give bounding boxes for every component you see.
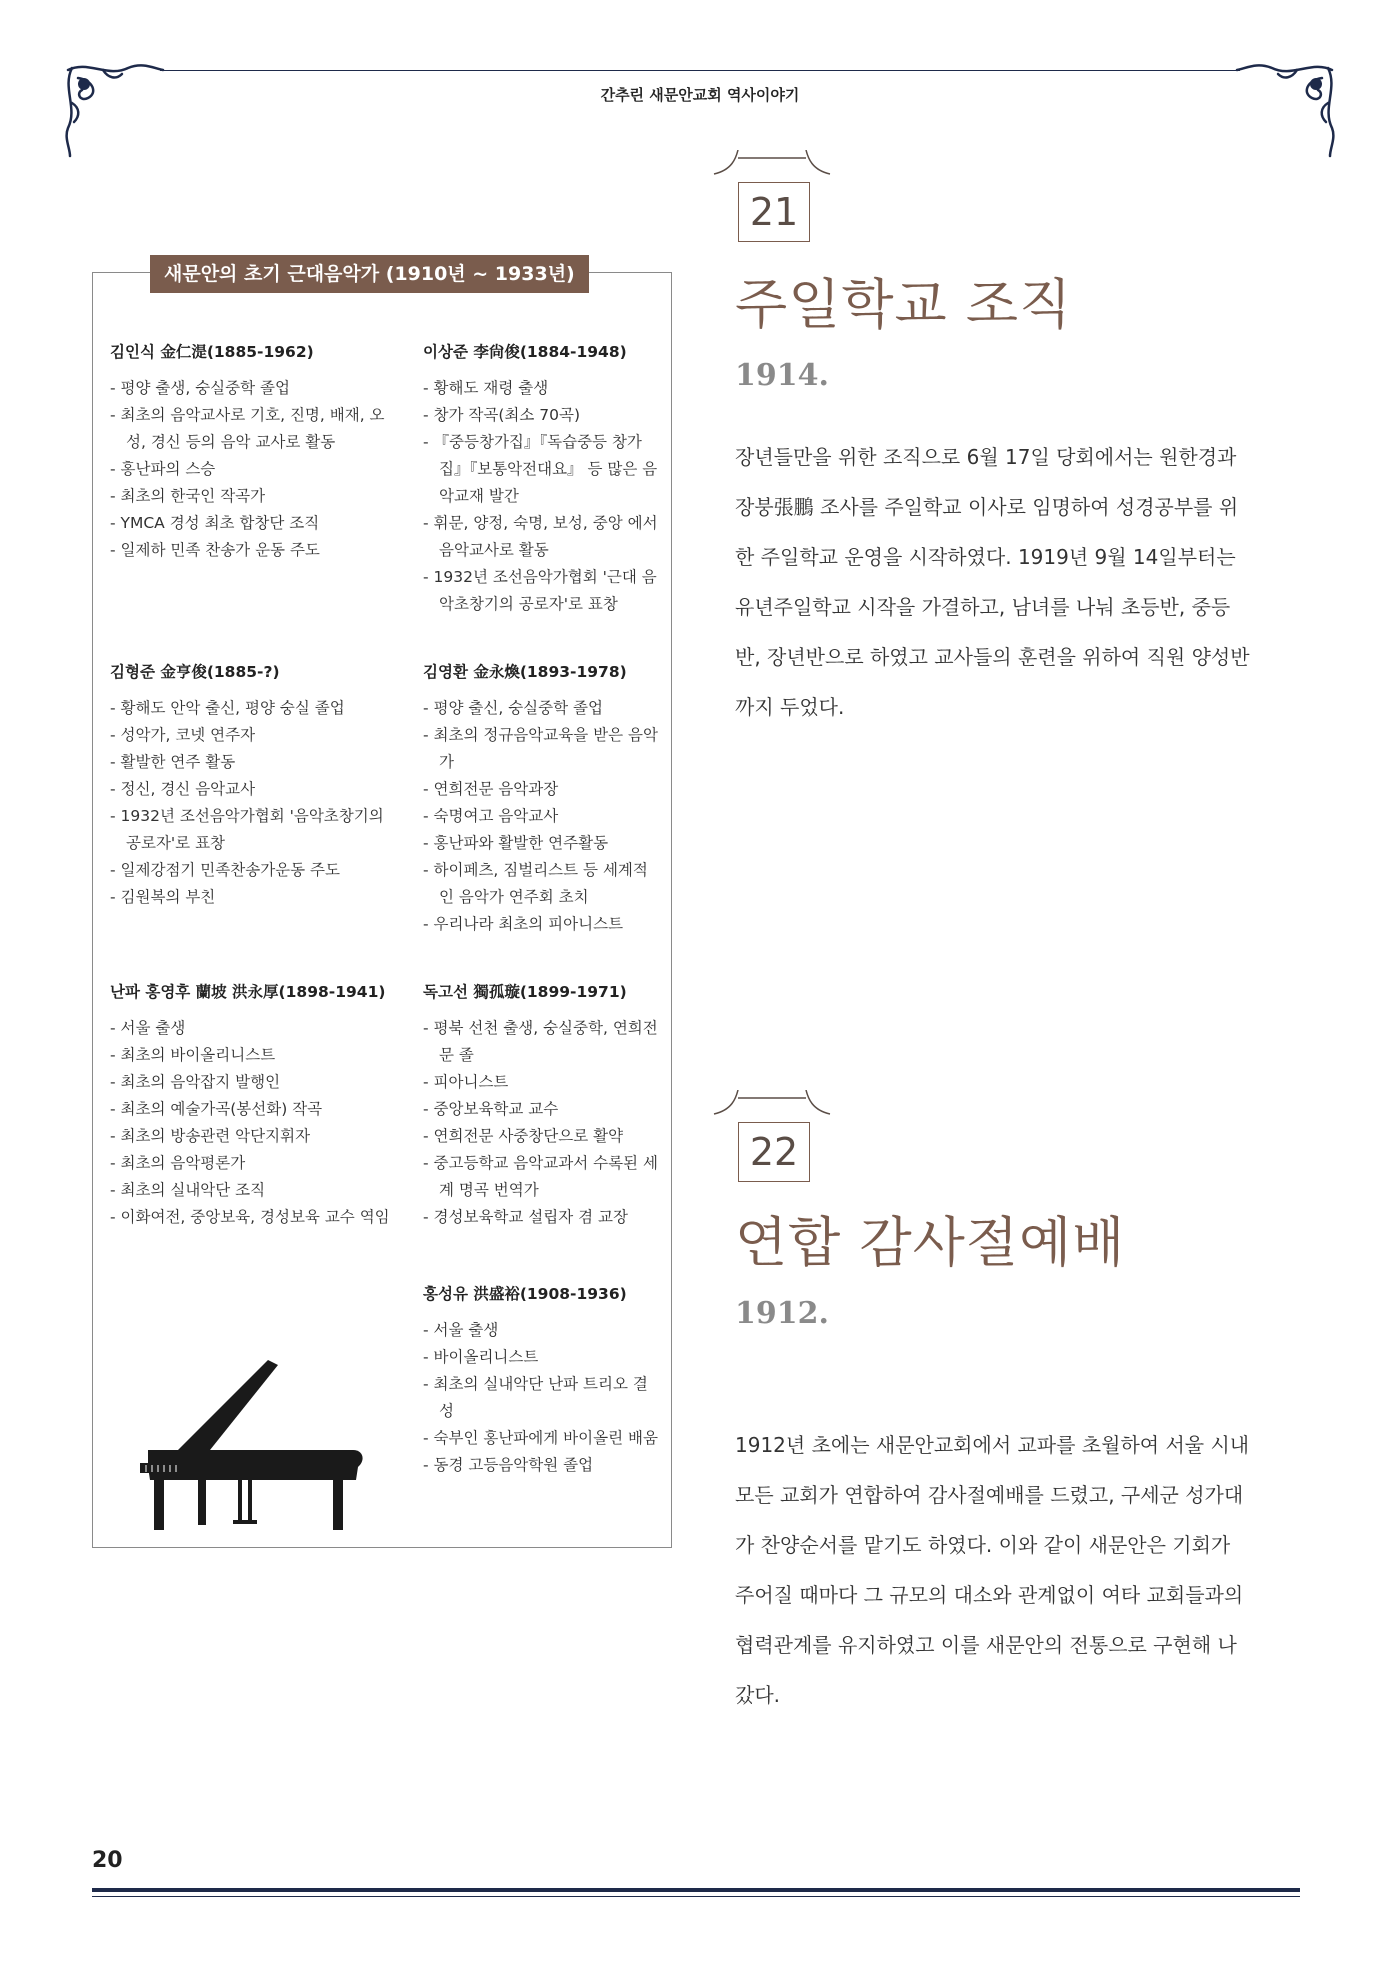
bio-item: - 1932년 조선음악가협회 '음악초창기의 공로자'로 표창 bbox=[110, 807, 384, 852]
bio-item: - 서울 출생 bbox=[110, 1019, 186, 1037]
bio-item: - 1932년 조선음악가협회 '근대 음악초창기의 공로자'로 표창 bbox=[423, 568, 657, 613]
bio-item: - 이화여전, 중앙보육, 경성보육 교수 역임 bbox=[110, 1208, 390, 1226]
bio-item: - 최초의 예술가곡(봉선화) 작곡 bbox=[110, 1100, 323, 1118]
bio-item: - 일제하 민족 찬송가 운동 주도 bbox=[110, 541, 320, 559]
bio-dokgo-seon bbox=[423, 980, 658, 1231]
bio-list bbox=[110, 695, 400, 911]
ornament-left-icon bbox=[58, 58, 168, 158]
section-21-body: 장년들만을 위한 조직으로 6월 17일 당회에서는 원한경과 장붕張鵬 조사를 주일학교 이사로 임명하여 성경공부를 위한 주일학교 운영을 시작하였다. 1919년 9월 14일부터는 유년주일학교 시작을 가결하고, 남녀를 나눠 초등반, 중등반, 장년반으로 하였고 교사들의 훈련을 위하여 직원 양성반까지 두었다. bbox=[735, 445, 1250, 719]
bio-list bbox=[423, 1015, 658, 1231]
bio-kim-insik bbox=[110, 340, 400, 564]
header-rule bbox=[160, 70, 1240, 71]
bio-item: - 최초의 바이올리니스트 bbox=[110, 1046, 276, 1064]
bio-item: - 동경 고등음악학원 졸업 bbox=[423, 1456, 594, 1474]
bio-item: - 최초의 실내악단 조직 bbox=[110, 1181, 266, 1199]
bio-item: - 김원복의 부친 bbox=[110, 888, 216, 906]
bio-item: - 최초의 음악평론가 bbox=[110, 1154, 246, 1172]
bio-item: - 중고등학교 음악교과서 수록된 세계 명곡 번역가 bbox=[423, 1154, 658, 1199]
sidebar-title: 새문안의 초기 근대음악가 (1910년 ~ 1933년) bbox=[150, 255, 589, 293]
bio-item: - 피아니스트 bbox=[423, 1073, 509, 1091]
bio-name: 김인식 金仁湜(1885-1962) bbox=[110, 343, 314, 361]
bio-kim-younghwan bbox=[423, 660, 658, 938]
ornament-right-icon bbox=[1232, 58, 1342, 158]
bio-item: - 숙부인 홍난파에게 바이올린 배움 bbox=[423, 1429, 658, 1447]
bio-item: - 하이페츠, 짐벌리스트 등 세계적인 음악가 연주회 초치 bbox=[423, 861, 648, 906]
section-22-number: 22 bbox=[738, 1122, 810, 1182]
section-22-title: 연합 감사절예배 bbox=[735, 1211, 1126, 1274]
bio-item: - 최초의 한국인 작곡가 bbox=[110, 487, 266, 505]
bio-item: - 창가 작곡(최소 70곡) bbox=[423, 406, 581, 424]
section-22-body: 1912년 초에는 새문안교회에서 교파를 초월하여 서울 시내 모든 교회가 연합하여 감사절예배를 드렸고, 구세군 성가대가 찬양순서를 맡기도 하였다. 이와 같이 새문안은 기회가 주어질 때마다 그 규모의 대소와 관계없이 여타 교회들과의 협력관계를 유지하였고 이를 새문안의 전통으로 구현해 나갔다. bbox=[735, 1433, 1250, 1707]
section-22-year: 1912. bbox=[735, 1296, 829, 1331]
bio-item: - 연희전문 음악과장 bbox=[423, 780, 559, 798]
bio-item: - 평양 출생, 숭실중학 졸업 bbox=[110, 379, 290, 397]
running-header: 간추린 새문안교회 역사이야기 bbox=[600, 86, 800, 104]
bio-lee-sangjun bbox=[423, 340, 658, 618]
bio-item: - 정신, 경신 음악교사 bbox=[110, 780, 256, 798]
bio-item: - 『중등창가집』『독습중등 창가집』『보통악전대요』 등 많은 음악교재 발간 bbox=[423, 433, 658, 505]
bio-name: 난파 홍영후 蘭坡 洪永厚(1898-1941) bbox=[110, 983, 386, 1001]
bio-item: - YMCA 경성 최초 합창단 조직 bbox=[110, 514, 320, 532]
bio-item: - 최초의 방송관련 악단지휘자 bbox=[110, 1127, 311, 1145]
bio-list bbox=[423, 695, 658, 938]
bio-item: - 최초의 음악교사로 기호, 진명, 배재, 오성, 경신 등의 음악 교사로 활동 bbox=[110, 406, 385, 451]
bio-name: 이상준 李尙俊(1884-1948) bbox=[423, 343, 627, 361]
bio-kim-hyeongjun bbox=[110, 660, 400, 911]
bio-hong-younghu bbox=[110, 980, 400, 1231]
bio-name: 독고선 獨孤璇(1899-1971) bbox=[423, 983, 627, 1001]
bio-item: - 숙명여고 음악교사 bbox=[423, 807, 559, 825]
bio-list bbox=[423, 1317, 658, 1479]
bio-item: - 휘문, 양정, 숙명, 보성, 중앙 에서 음악교사로 활동 bbox=[423, 514, 658, 559]
page-number: 20 bbox=[92, 1848, 123, 1873]
bio-item: - 황해도 재령 출생 bbox=[423, 379, 549, 397]
footer-rule-thin bbox=[92, 1896, 1300, 1897]
bio-item: - 연희전문 사중창단으로 활약 bbox=[423, 1127, 624, 1145]
bio-item: - 서울 출생 bbox=[423, 1321, 499, 1339]
bio-item: - 성악가, 코넷 연주자 bbox=[110, 726, 256, 744]
bio-item: - 평북 선천 출생, 숭실중학, 연희전문 졸 bbox=[423, 1019, 658, 1064]
bio-item: - 우리나라 최초의 피아니스트 bbox=[423, 915, 624, 933]
bio-list bbox=[110, 1015, 400, 1231]
bio-item: - 중앙보육학교 교수 bbox=[423, 1100, 559, 1118]
bio-list bbox=[110, 375, 400, 564]
bio-hong-seongyu bbox=[423, 1282, 658, 1479]
bio-item: - 홍난파의 스승 bbox=[110, 460, 216, 478]
bio-item: - 바이올리니스트 bbox=[423, 1348, 539, 1366]
footer-rule bbox=[92, 1888, 1300, 1892]
bio-name: 홍성유 洪盛裕(1908-1936) bbox=[423, 1285, 627, 1303]
section-21-title: 주일학교 조직 bbox=[735, 273, 1073, 336]
bio-item: - 평양 출신, 숭실중학 졸업 bbox=[423, 699, 603, 717]
bio-item: - 일제강점기 민족찬송가운동 주도 bbox=[110, 861, 340, 879]
bio-list bbox=[423, 375, 658, 618]
bio-item: - 최초의 음악잡지 발행인 bbox=[110, 1073, 281, 1091]
bio-item: - 경성보육학교 설립자 겸 교장 bbox=[423, 1208, 628, 1226]
bio-name: 김영환 金永煥(1893-1978) bbox=[423, 663, 627, 681]
section-21-year: 1914. bbox=[735, 358, 829, 393]
bio-item: - 최초의 정규음악교육을 받은 음악가 bbox=[423, 726, 658, 771]
bio-item: - 활발한 연주 활동 bbox=[110, 753, 236, 771]
grand-piano-icon bbox=[138, 1355, 368, 1535]
section-21-number: 21 bbox=[738, 182, 810, 242]
bio-item: - 최초의 실내악단 난파 트리오 결성 bbox=[423, 1375, 648, 1420]
bio-item: - 황해도 안악 출신, 평양 숭실 졸업 bbox=[110, 699, 345, 717]
bio-item: - 홍난파와 활발한 연주활동 bbox=[423, 834, 609, 852]
bio-name: 김형준 金亨俊(1885-?) bbox=[110, 663, 280, 681]
